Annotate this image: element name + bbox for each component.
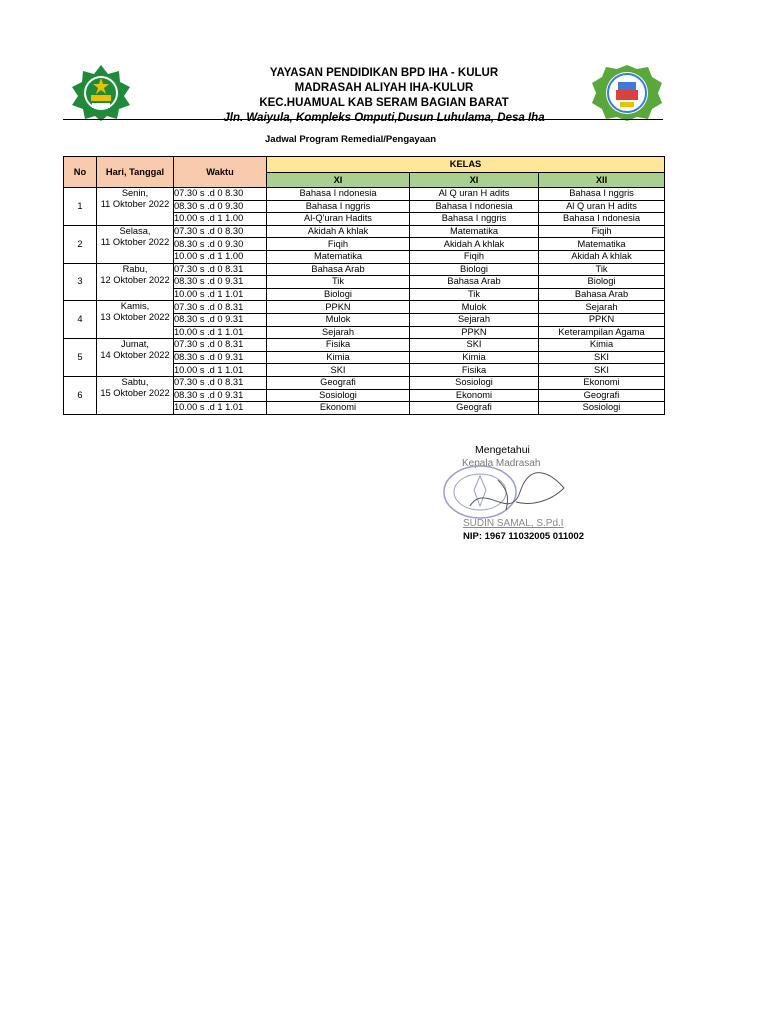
day-name: Senin, — [121, 188, 149, 198]
time-slot: 07.30 s .d 0 8.31 — [174, 263, 267, 276]
time-slot: 10.00 s .d 1 1.01 — [174, 326, 267, 339]
day-number: 5 — [64, 339, 97, 377]
header-district: KEC.HUAMUAL KAB SERAM BAGIAN BARAT — [259, 97, 509, 109]
subject-cell: Al Q uran H adits — [410, 188, 539, 201]
subject-cell: PPKN — [539, 313, 665, 326]
day-date-cell — [97, 376, 174, 414]
subject-cell: Geografi — [410, 402, 539, 415]
subject-cell: Matematika — [410, 225, 539, 238]
time-slot: 07.30 s .d 0 8.31 — [174, 376, 267, 389]
day-date: 11 Oktober 2022 — [100, 236, 170, 247]
time-slot: 10.00 s .d 1 1.00 — [174, 213, 267, 226]
day-date-cell — [97, 188, 174, 226]
class-header: XII — [539, 173, 665, 188]
header-school-name: MADRASAH ALIYAH IHA-KULUR — [294, 82, 474, 94]
subject-cell: Bahasa I ndonesia — [539, 213, 665, 226]
table-row — [64, 376, 665, 389]
time-slot: 08.30 s .d 0 9.31 — [174, 276, 267, 289]
time-slot: 07.30 s .d 0 8.31 — [174, 339, 267, 352]
schedule-table — [63, 156, 665, 415]
header-foundation: YAYASAN PENDIDIKAN BPD IHA - KULUR — [269, 67, 499, 79]
time-slot: 10.00 s .d 1 1.00 — [174, 250, 267, 263]
day-name: Kamis, — [120, 301, 150, 312]
day-date: 14 Oktober 2022 — [100, 350, 170, 361]
subject-cell: Tik — [539, 263, 665, 276]
subject-cell: Al Q uran H adits — [539, 200, 665, 213]
subject-cell: Ekonomi — [539, 376, 665, 389]
subject-cell: Akidah A khlak — [539, 250, 665, 263]
header-address: Jln. Waiyula, Kompleks Omputi,Dusun Luhulama, Desa Iha — [223, 112, 545, 124]
subject-cell: Al-Q'uran Hadits — [267, 213, 410, 226]
col-header-hari: Hari, Tanggal — [97, 157, 174, 188]
day-date: 15 Oktober 2022 — [100, 387, 170, 398]
principal-title: Kepala Madrasah — [462, 458, 541, 469]
time-slot: 08.30 s .d 0 9.30 — [174, 238, 267, 251]
day-date: 13 Oktober 2022 — [100, 312, 170, 323]
day-number: 3 — [64, 263, 97, 301]
subject-cell: Sosiologi — [410, 376, 539, 389]
subject-cell: Bahasa Arab — [410, 276, 539, 289]
subject-cell: Bahasa I ndonesia — [410, 200, 539, 213]
subject-cell: SKI — [539, 351, 665, 364]
subject-cell: Akidah A khlak — [410, 238, 539, 251]
subject-cell: Biologi — [410, 263, 539, 276]
day-number: 2 — [64, 225, 97, 263]
col-header-waktu: Waktu — [174, 157, 267, 188]
subject-cell: PPKN — [267, 301, 410, 314]
subject-cell: Bahasa I nggris — [539, 188, 665, 201]
time-slot: 07.30 s .d 0 8.30 — [174, 225, 267, 238]
subject-cell: Tik — [410, 288, 539, 301]
col-header-no: No — [64, 157, 97, 188]
subject-cell: Kimia — [410, 351, 539, 364]
time-slot: 10.00 s .d 1 1.01 — [174, 364, 267, 377]
subject-cell: Kimia — [267, 351, 410, 364]
acknowledged-label: Mengetahui — [475, 444, 530, 456]
table-row — [64, 301, 665, 314]
class-header: XI — [267, 173, 410, 188]
subject-cell: Sosiologi — [267, 389, 410, 402]
table-row — [64, 339, 665, 352]
day-number: 6 — [64, 376, 97, 414]
subject-cell: Biologi — [267, 288, 410, 301]
subject-cell: Sejarah — [410, 313, 539, 326]
subject-cell: SKI — [267, 364, 410, 377]
principal-name: SUDIN SAMAL, S.Pd.I — [463, 518, 564, 529]
table-row — [64, 188, 665, 201]
table-row — [64, 225, 665, 238]
subject-cell: Kimia — [539, 339, 665, 352]
subject-cell: Ekonomi — [267, 402, 410, 415]
day-number: 1 — [64, 188, 97, 226]
time-slot: 08.30 s .d 0 9.30 — [174, 200, 267, 213]
subject-cell: Matematika — [267, 250, 410, 263]
time-slot: 10.00 s .d 1 1.01 — [174, 288, 267, 301]
subject-cell: Mulok — [410, 301, 539, 314]
school-logo-icon — [590, 64, 664, 122]
subject-cell: Biologi — [539, 276, 665, 289]
time-slot: 10.00 s .d 1 1.01 — [174, 402, 267, 415]
subject-cell: Matematika — [539, 238, 665, 251]
subject-cell: Bahasa I nggris — [410, 213, 539, 226]
subject-cell: Geografi — [267, 376, 410, 389]
subject-cell: Tik — [267, 276, 410, 289]
subject-cell: Keterampilan Agama — [539, 326, 665, 339]
subject-cell: Bahasa I nggris — [267, 200, 410, 213]
day-date-cell — [97, 301, 174, 339]
time-slot: 07.30 s .d 0 8.30 — [174, 188, 267, 201]
subject-cell: Fisika — [267, 339, 410, 352]
subject-cell: Bahasa Arab — [267, 263, 410, 276]
subject-cell: Bahasa Arab — [539, 288, 665, 301]
subject-cell: Fiqih — [410, 250, 539, 263]
schedule-title: Jadwal Program Remedial/Pengayaan — [265, 134, 437, 145]
class-header: XI — [410, 173, 539, 188]
day-date-cell — [97, 339, 174, 377]
subject-cell: Fiqih — [267, 238, 410, 251]
col-header-kelas: KELAS — [267, 157, 665, 173]
time-slot: 07.30 s .d 0 8.31 — [174, 301, 267, 314]
table-row — [64, 263, 665, 276]
day-name: Rabu, — [122, 263, 148, 274]
subject-cell: SKI — [410, 339, 539, 352]
schedule-body — [64, 188, 665, 415]
time-slot: 08.30 s .d 0 9.31 — [174, 389, 267, 402]
time-slot: 08.30 s .d 0 9.31 — [174, 351, 267, 364]
time-slot: 08.30 s .d 0 9.31 — [174, 313, 267, 326]
subject-cell: Sejarah — [267, 326, 410, 339]
day-date: 11 Oktober 2022 — [100, 199, 170, 209]
day-name: Sabtu, — [121, 376, 149, 387]
subject-cell: Sosiologi — [539, 402, 665, 415]
day-number: 4 — [64, 301, 97, 339]
subject-cell: Mulok — [267, 313, 410, 326]
principal-nip: NIP: 1967 11032005 011002 — [463, 531, 584, 542]
day-name: Selasa, — [119, 225, 151, 236]
subject-cell: Akidah A khlak — [267, 225, 410, 238]
subject-cell: Bahasa I ndonesia — [267, 188, 410, 201]
subject-cell: Geografi — [539, 389, 665, 402]
day-date-cell — [97, 225, 174, 263]
subject-cell: Fiqih — [539, 225, 665, 238]
day-date: 12 Oktober 2022 — [100, 274, 170, 285]
subject-cell: Ekonomi — [410, 389, 539, 402]
header-divider — [63, 119, 663, 120]
day-name: Jumat, — [121, 339, 149, 350]
subject-cell: SKI — [539, 364, 665, 377]
subject-cell: Sejarah — [539, 301, 665, 314]
day-date-cell — [97, 263, 174, 301]
subject-cell: Fisika — [410, 364, 539, 377]
subject-cell: PPKN — [410, 326, 539, 339]
